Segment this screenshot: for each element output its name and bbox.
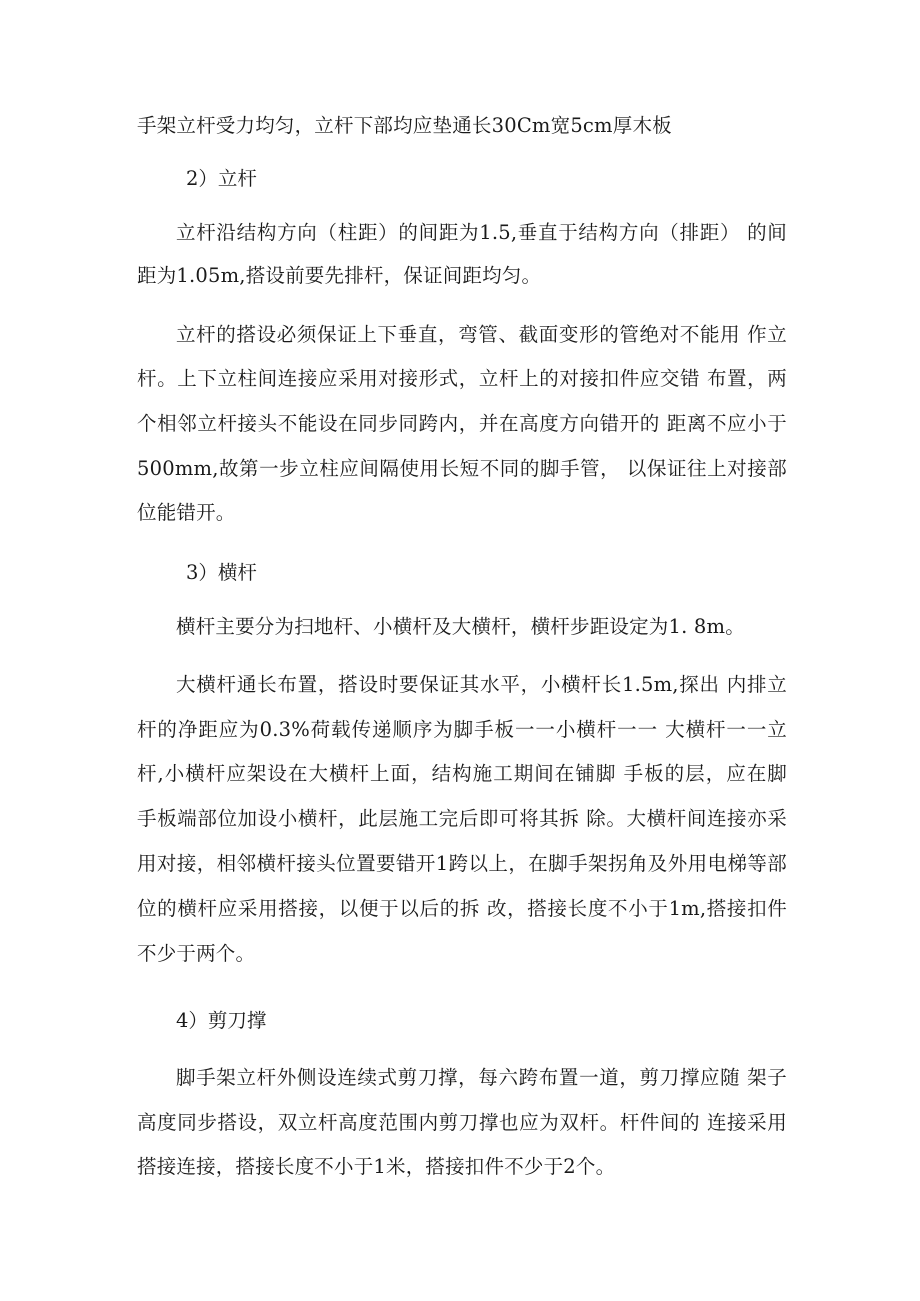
intro-line: 手架立杆受力均匀，立杆下部均应垫通长30Cm宽5cm厚木板 xyxy=(137,114,672,137)
paragraph-line: 不少于两个。 xyxy=(137,942,256,965)
section-heading-4: 4）剪刀撑 xyxy=(176,1009,267,1032)
paragraph-line: 杆。上下立柱间连接应采用对接形式，立杆上的对接扣件应交错 布置，两 xyxy=(137,367,787,390)
paragraph-line: 个相邻立杆接头不能设在同步同跨内，并在高度方向错开的 距离不应小于 xyxy=(137,412,787,435)
paragraph-line: 位能错开。 xyxy=(137,501,236,524)
paragraph-line: 高度同步搭设，双立杆高度范围内剪刀撑也应为双杆。杆件间的 连接采用 xyxy=(137,1111,787,1134)
paragraph-line: 立杆沿结构方向（柱距）的间距为1.5,垂直于结构方向（排距） 的间 xyxy=(176,221,787,244)
paragraph-line: 横杆主要分为扫地杆、小横杆及大横杆，横杆步距设定为1. 8m。 xyxy=(176,615,745,638)
paragraph-line: 距为1.05m,搭设前要先排杆，保证间距均匀。 xyxy=(137,264,542,287)
section-heading-3: 3）横杆 xyxy=(186,561,257,584)
paragraph-line: 手板端部位加设小横杆，此层施工完后即可将其拆 除。大横杆间连接亦采 xyxy=(137,807,787,830)
paragraph-line: 杆的净距应为0.3%荷载传递顺序为脚手板一一小横杆一一 大横杆一一立 xyxy=(137,718,787,741)
section-heading-2: 2）立杆 xyxy=(186,167,257,190)
paragraph-line: 用对接，相邻横杆接头位置要错开1跨以上，在脚手架拐角及外用电梯等部 xyxy=(137,852,787,875)
paragraph-line: 位的横杆应采用搭接，以便于以后的拆 改，搭接长度不小于1m,搭接扣件 xyxy=(137,897,787,920)
paragraph-line: 500mm,故第一步立柱应间隔使用长短不同的脚手管， 以保证往上对接部 xyxy=(137,457,787,480)
paragraph-line: 立杆的搭设必须保证上下垂直，弯管、截面变形的管绝对不能用 作立 xyxy=(176,323,787,346)
paragraph-line: 大横杆通长布置，搭设时要保证其水平，小横杆长1.5m,探出 内排立 xyxy=(176,673,787,696)
paragraph-line: 搭接连接，搭接长度不小于1米，搭接扣件不少于2个。 xyxy=(137,1155,616,1178)
paragraph-line: 脚手架立杆外侧设连续式剪刀撑，每六跨布置一道，剪刀撑应随 架子 xyxy=(176,1066,787,1089)
paragraph-line: 杆,小横杆应架设在大横杆上面，结构施工期间在铺脚 手板的层，应在脚 xyxy=(137,762,787,785)
